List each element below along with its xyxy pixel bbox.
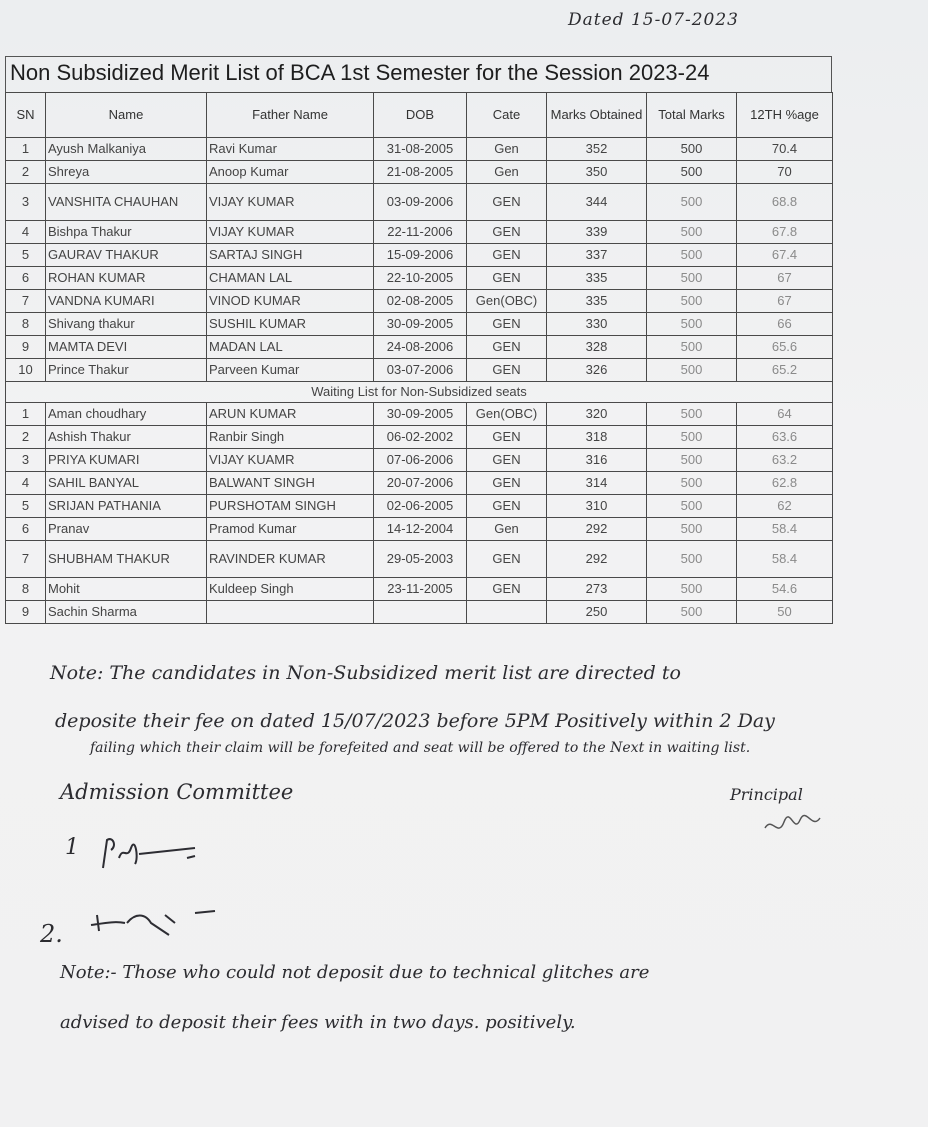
table-row [6, 336, 833, 359]
name-cell: GAURAV THAKUR [46, 244, 207, 267]
marks-obtained-cell: 339 [547, 221, 647, 244]
category-cell: GEN [467, 336, 547, 359]
member-1-signature-icon [95, 828, 205, 878]
total-marks-cell: 500 [647, 518, 737, 541]
sn-cell: 4 [6, 221, 46, 244]
category-cell: GEN [467, 449, 547, 472]
total-marks-cell: 500 [647, 267, 737, 290]
table-row [6, 221, 833, 244]
father-name-cell: VIJAY KUMAR [207, 184, 374, 221]
name-cell: Shreya [46, 161, 207, 184]
percentage-cell: 58.4 [737, 518, 833, 541]
dob-cell: 02-08-2005 [374, 290, 467, 313]
category-cell: GEN [467, 359, 547, 382]
header-dob: DOB [374, 93, 467, 138]
category-cell: Gen(OBC) [467, 290, 547, 313]
dob-cell: 07-06-2006 [374, 449, 467, 472]
table-row [6, 244, 833, 267]
sn-cell: 4 [6, 472, 46, 495]
table-row [6, 184, 833, 221]
percentage-cell: 62 [737, 495, 833, 518]
dob-cell: 31-08-2005 [374, 138, 467, 161]
total-marks-cell: 500 [647, 336, 737, 359]
category-cell: GEN [467, 221, 547, 244]
note2-line2: advised to deposit their fees with in two days. positively. [60, 1012, 576, 1033]
father-name-cell: Parveen Kumar [207, 359, 374, 382]
category-cell: Gen [467, 518, 547, 541]
percentage-cell: 70.4 [737, 138, 833, 161]
sn-cell: 6 [6, 518, 46, 541]
name-cell: Aman choudhary [46, 403, 207, 426]
name-cell: Ashish Thakur [46, 426, 207, 449]
dob-cell: 06-02-2002 [374, 426, 467, 449]
total-marks-cell: 500 [647, 161, 737, 184]
header-12th-percentage: 12TH %age [737, 93, 833, 138]
table-row [6, 601, 833, 624]
name-cell: Bishpa Thakur [46, 221, 207, 244]
marks-obtained-cell: 326 [547, 359, 647, 382]
admission-committee-label: Admission Committee [60, 780, 294, 804]
name-cell: Prince Thakur [46, 359, 207, 382]
percentage-cell: 67.8 [737, 221, 833, 244]
percentage-cell: 65.6 [737, 336, 833, 359]
table-header-row [6, 93, 833, 138]
category-cell: GEN [467, 578, 547, 601]
table-row [6, 541, 833, 578]
sn-cell: 9 [6, 336, 46, 359]
table-row [6, 578, 833, 601]
category-cell: GEN [467, 244, 547, 267]
sn-cell: 8 [6, 578, 46, 601]
dob-cell: 03-09-2006 [374, 184, 467, 221]
marks-obtained-cell: 328 [547, 336, 647, 359]
member-2-signature-icon [85, 895, 225, 945]
table-row [6, 290, 833, 313]
marks-obtained-cell: 316 [547, 449, 647, 472]
table-row [6, 313, 833, 336]
percentage-cell: 65.2 [737, 359, 833, 382]
dob-cell: 20-07-2006 [374, 472, 467, 495]
dob-cell: 21-08-2005 [374, 161, 467, 184]
name-cell: Sachin Sharma [46, 601, 207, 624]
category-cell [467, 601, 547, 624]
signature-1-number: 1 [65, 835, 79, 860]
percentage-cell: 68.8 [737, 184, 833, 221]
dob-cell: 15-09-2006 [374, 244, 467, 267]
title-left-border [5, 56, 6, 92]
total-marks-cell: 500 [647, 290, 737, 313]
table-row [6, 403, 833, 426]
father-name-cell: Ravi Kumar [207, 138, 374, 161]
father-name-cell: VIJAY KUMAR [207, 221, 374, 244]
marks-obtained-cell: 292 [547, 541, 647, 578]
page-title: Non Subsidized Merit List of BCA 1st Semester for the Session 2023-24 [10, 60, 710, 85]
father-name-cell: Pramod Kumar [207, 518, 374, 541]
dob-cell: 02-06-2005 [374, 495, 467, 518]
sn-cell: 7 [6, 541, 46, 578]
category-cell: Gen [467, 161, 547, 184]
header-father-name: Father Name [207, 93, 374, 138]
note2-line1: Note:- Those who could not deposit due to technical glitches are [60, 962, 650, 983]
father-name-cell: PURSHOTAM SINGH [207, 495, 374, 518]
total-marks-cell: 500 [647, 221, 737, 244]
sn-cell: 8 [6, 313, 46, 336]
father-name-cell: VINOD KUMAR [207, 290, 374, 313]
waiting-list-body [6, 403, 833, 624]
percentage-cell: 64 [737, 403, 833, 426]
total-marks-cell: 500 [647, 138, 737, 161]
table-row [6, 426, 833, 449]
marks-obtained-cell: 314 [547, 472, 647, 495]
header-total-marks: Total Marks [647, 93, 737, 138]
name-cell: ROHAN KUMAR [46, 267, 207, 290]
dob-cell: 30-09-2005 [374, 313, 467, 336]
marks-obtained-cell: 335 [547, 290, 647, 313]
note1-line2: deposite their fee on dated 15/07/2023 before 5PM Positively within 2 Day [55, 710, 775, 732]
merit-list-body [6, 138, 833, 382]
sn-cell: 6 [6, 267, 46, 290]
father-name-cell: VIJAY KUAMR [207, 449, 374, 472]
name-cell: VANSHITA CHAUHAN [46, 184, 207, 221]
sn-cell: 7 [6, 290, 46, 313]
category-cell: GEN [467, 495, 547, 518]
marks-obtained-cell: 292 [547, 518, 647, 541]
sn-cell: 1 [6, 403, 46, 426]
father-name-cell [207, 601, 374, 624]
table-row [6, 161, 833, 184]
sn-cell: 9 [6, 601, 46, 624]
percentage-cell: 63.2 [737, 449, 833, 472]
title-right-border [831, 56, 832, 92]
category-cell: Gen [467, 138, 547, 161]
marks-obtained-cell: 320 [547, 403, 647, 426]
table-row [6, 518, 833, 541]
percentage-cell: 63.6 [737, 426, 833, 449]
name-cell: SRIJAN PATHANIA [46, 495, 207, 518]
principal-signature-icon [760, 808, 830, 844]
table-row [6, 138, 833, 161]
dob-cell: 14-12-2004 [374, 518, 467, 541]
note1-line1: Note: The candidates in Non-Subsidized merit list are directed to [50, 662, 681, 684]
marks-obtained-cell: 330 [547, 313, 647, 336]
marks-obtained-cell: 350 [547, 161, 647, 184]
total-marks-cell: 500 [647, 449, 737, 472]
percentage-cell: 62.8 [737, 472, 833, 495]
waiting-list-title-row [6, 382, 833, 403]
father-name-cell: SARTAJ SINGH [207, 244, 374, 267]
header-category: Cate [467, 93, 547, 138]
marks-obtained-cell: 352 [547, 138, 647, 161]
father-name-cell: Anoop Kumar [207, 161, 374, 184]
percentage-cell: 67 [737, 290, 833, 313]
total-marks-cell: 500 [647, 495, 737, 518]
merit-table [5, 92, 833, 624]
name-cell: Mohit [46, 578, 207, 601]
signature-2-number: 2. [40, 920, 63, 948]
marks-obtained-cell: 273 [547, 578, 647, 601]
table-row [6, 495, 833, 518]
father-name-cell: SUSHIL KUMAR [207, 313, 374, 336]
percentage-cell: 54.6 [737, 578, 833, 601]
sn-cell: 5 [6, 495, 46, 518]
header-marks-obtained: Marks Obtained [547, 93, 647, 138]
dob-cell: 24-08-2006 [374, 336, 467, 359]
marks-obtained-cell: 318 [547, 426, 647, 449]
marks-obtained-cell: 335 [547, 267, 647, 290]
father-name-cell: MADAN LAL [207, 336, 374, 359]
dob-cell: 23-11-2005 [374, 578, 467, 601]
header-sn: SN [6, 93, 46, 138]
father-name-cell: Kuldeep Singh [207, 578, 374, 601]
sn-cell: 5 [6, 244, 46, 267]
father-name-cell: BALWANT SINGH [207, 472, 374, 495]
total-marks-cell: 500 [647, 472, 737, 495]
percentage-cell: 66 [737, 313, 833, 336]
sn-cell: 3 [6, 449, 46, 472]
father-name-cell: Ranbir Singh [207, 426, 374, 449]
category-cell: GEN [467, 313, 547, 336]
marks-obtained-cell: 310 [547, 495, 647, 518]
total-marks-cell: 500 [647, 359, 737, 382]
category-cell: GEN [467, 426, 547, 449]
title-top-border [5, 56, 832, 57]
category-cell: Gen(OBC) [467, 403, 547, 426]
percentage-cell: 67.4 [737, 244, 833, 267]
name-cell: MAMTA DEVI [46, 336, 207, 359]
marks-obtained-cell: 344 [547, 184, 647, 221]
dob-cell: 29-05-2003 [374, 541, 467, 578]
total-marks-cell: 500 [647, 541, 737, 578]
note1-line3: failing which their claim will be forefeited and seat will be offered to the Next in waiting list. [90, 740, 751, 756]
category-cell: GEN [467, 184, 547, 221]
name-cell: Pranav [46, 518, 207, 541]
total-marks-cell: 500 [647, 184, 737, 221]
sn-cell: 10 [6, 359, 46, 382]
table-row [6, 449, 833, 472]
marks-obtained-cell: 337 [547, 244, 647, 267]
dob-cell: 30-09-2005 [374, 403, 467, 426]
percentage-cell: 70 [737, 161, 833, 184]
total-marks-cell: 500 [647, 601, 737, 624]
table-row [6, 359, 833, 382]
father-name-cell: RAVINDER KUMAR [207, 541, 374, 578]
name-cell: PRIYA KUMARI [46, 449, 207, 472]
sn-cell: 2 [6, 161, 46, 184]
father-name-cell: ARUN KUMAR [207, 403, 374, 426]
name-cell: VANDNA KUMARI [46, 290, 207, 313]
percentage-cell: 58.4 [737, 541, 833, 578]
table-row [6, 472, 833, 495]
sn-cell: 2 [6, 426, 46, 449]
name-cell: Shivang thakur [46, 313, 207, 336]
name-cell: Ayush Malkaniya [46, 138, 207, 161]
category-cell: GEN [467, 267, 547, 290]
dob-cell: 22-10-2005 [374, 267, 467, 290]
total-marks-cell: 500 [647, 403, 737, 426]
percentage-cell: 50 [737, 601, 833, 624]
dated-label: Dated 15-07-2023 [568, 10, 739, 30]
total-marks-cell: 500 [647, 244, 737, 267]
waiting-list-title: Waiting List for Non-Subsidized seats [6, 382, 833, 403]
sn-cell: 1 [6, 138, 46, 161]
percentage-cell: 67 [737, 267, 833, 290]
category-cell: GEN [467, 541, 547, 578]
table-row [6, 267, 833, 290]
principal-label: Principal [730, 785, 803, 804]
name-cell: SHUBHAM THAKUR [46, 541, 207, 578]
dob-cell [374, 601, 467, 624]
father-name-cell: CHAMAN LAL [207, 267, 374, 290]
name-cell: SAHIL BANYAL [46, 472, 207, 495]
category-cell: GEN [467, 472, 547, 495]
total-marks-cell: 500 [647, 578, 737, 601]
total-marks-cell: 500 [647, 426, 737, 449]
header-name: Name [46, 93, 207, 138]
dob-cell: 22-11-2006 [374, 221, 467, 244]
marks-obtained-cell: 250 [547, 601, 647, 624]
total-marks-cell: 500 [647, 313, 737, 336]
dob-cell: 03-07-2006 [374, 359, 467, 382]
sn-cell: 3 [6, 184, 46, 221]
